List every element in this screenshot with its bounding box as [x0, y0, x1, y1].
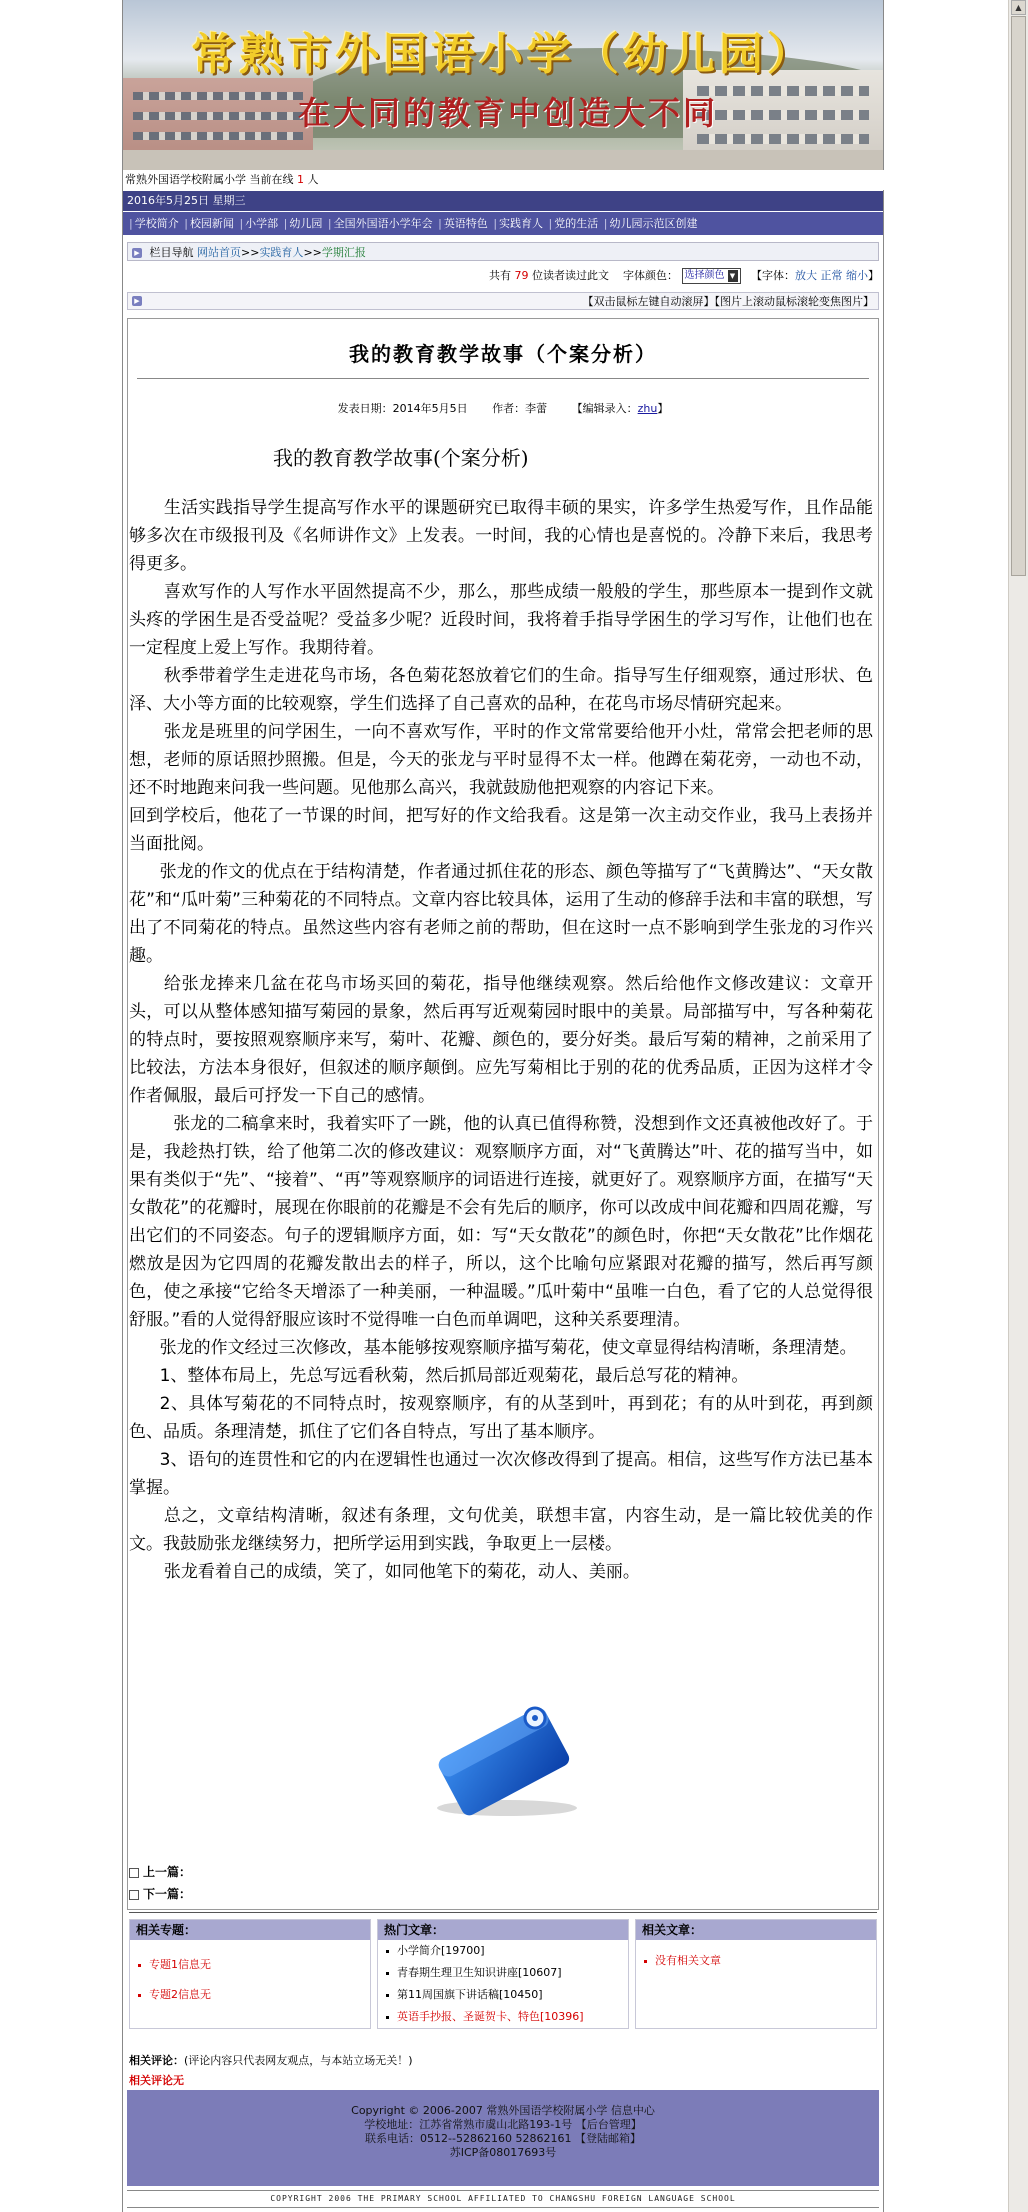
list-item[interactable]: [378, 1962, 628, 1984]
comments-heading: [129, 2052, 413, 2068]
prev-label: 上一篇：: [143, 1865, 192, 1879]
font-large-link[interactable]: 放大: [795, 269, 817, 282]
decorative-card-image: [421, 1700, 585, 1820]
paragraph: 2、具体写菊花的不同特点时，按观察顺序，有的从茎到叶，再到花；有的从叶到花，再到颜色、品质。条理清楚，抓住了它们各自特点，写出了基本顺序。: [129, 1394, 873, 1442]
list-item[interactable]: [378, 1940, 628, 1962]
bullet-square-icon: [129, 1890, 139, 1900]
date-bar: [123, 191, 883, 211]
nav-item-news[interactable]: 校园新闻: [189, 217, 234, 230]
related-topics-panel: [129, 1919, 371, 2029]
nav-item-primary[interactable]: 小学部: [245, 217, 279, 230]
nav-item-demo-zone[interactable]: 幼儿园示范区创建: [609, 217, 698, 230]
nav-item-about[interactable]: 学校简介: [134, 217, 179, 230]
article-date: 发表日期：2014年5月5日: [337, 402, 468, 415]
editor-close: 】: [657, 402, 669, 415]
font-color-select[interactable]: [682, 268, 741, 284]
paragraph: 张龙的作文经过三次修改，基本能够按观察顺序描写菊花，使文章显得结构清晰，条理清楚。: [159, 1338, 857, 1358]
footer: [127, 2090, 879, 2186]
breadcrumb-sep: >>: [241, 246, 260, 259]
vertical-scrollbar[interactable]: [1008, 0, 1028, 2212]
paragraph: 1、整体布局上，先总写远看秋菊，然后抓局部近观菊花，最后总写花的精神。: [159, 1366, 749, 1386]
section-divider: [129, 1912, 877, 1913]
article-author: 作者：李蕾: [492, 402, 548, 415]
editor-link[interactable]: zhu: [637, 402, 658, 415]
article-body: [129, 494, 873, 1586]
school-slogan: 在大同的教育中创造大不同: [298, 94, 719, 132]
paragraph: 喜欢写作的人写作水平固然提高不少，那么，那些成绩一般般的学生，那些原本一提到作文就头疼的学困生是否受益呢？受益多少呢？近段时间，我将着手指导学困生的学习写作，让他们也在一定程度上爱上写作。我期待着。: [129, 582, 873, 658]
article-title: 我的教育教学故事（个案分析）: [349, 342, 657, 366]
comments-note: (评论内容只代表网友观点，与本站立场无关！): [184, 2054, 413, 2067]
list-item-label: 小学简介[19700]: [397, 1944, 485, 1957]
online-bar: [123, 170, 885, 190]
bullet-icon: [386, 1994, 389, 1997]
font-color-label: 字体颜色：: [623, 269, 678, 282]
panel-header: 相关文章：: [636, 1920, 876, 1940]
page-container: [122, 0, 884, 2212]
font-small-link[interactable]: 缩小: [846, 269, 868, 282]
school-name: 常熟市外国语小学（幼儿园）: [191, 29, 815, 80]
related-articles-panel: [635, 1919, 877, 2029]
paragraph: 张龙看着自己的成绩，笑了，如同他笔下的菊花，动人、美丽。: [163, 1562, 640, 1582]
reads-suffix: 位读者读过此文: [532, 269, 609, 282]
list-item-label: 青春期生理卫生知识讲座[10607]: [397, 1966, 562, 1979]
next-article[interactable]: [129, 1886, 429, 1902]
article-toolbar: [123, 266, 879, 286]
prev-article[interactable]: [129, 1864, 429, 1880]
article-heading: 我的教育教学故事(个案分析): [273, 446, 529, 470]
list-item: [636, 1950, 876, 1972]
list-item-label: 第11周国旗下讲话稿[10450]: [397, 1988, 543, 2001]
font-color-select-value: 选择颜色: [684, 270, 725, 281]
chevron-down-icon: ▼: [728, 270, 738, 282]
footer-address: 学校地址：江苏省常熟市虞山北路193-1号 【后台管理】: [364, 2118, 642, 2131]
paragraph: 张龙的作文的优点在于结构清楚，作者通过抓住花的形态、颜色等描写了“飞黄腾达”、“天女散花”和“瓜叶菊”三种菊花的不同特点。文章内容比较具体，运用了生动的修辞手法和丰富的联想，写出了不同菊花的特点。虽然这些内容有老师之前的帮助，但在这时一点不影响到学生张龙的习作兴趣。: [129, 862, 873, 966]
breadcrumb-home[interactable]: 网站首页: [197, 246, 241, 259]
paragraph: 3、语句的连贯性和它的内在逻辑性也通过一次次修改得到了提高。相信，这些写作方法已基本掌握。: [129, 1450, 873, 1498]
online-suffix: 人: [307, 173, 319, 186]
article-meta: [127, 400, 879, 416]
reads-prefix: 共有: [489, 269, 511, 282]
breadcrumb-label: 栏目导航: [149, 246, 194, 259]
paragraph: 张龙的二稿拿来时，我着实吓了一跳，他的认真已值得称赞，没想到作文还真被他改好了。于是，我趁热打铁，给了他第二次的修改建议：观察顺序方面，对“飞黄腾达”叶、花的描写当中，如果有类似于“先”、“接着”、“再”等观察顺序的词语进行连接，就更好了。观察顺序方面，在描写“天女散花”的花瓣时，展现在你眼前的花瓣是不会有先后的顺序，你可以改成中间花瓣和四周花瓣，写出它们的不同姿态。句子的逻辑顺序方面，如：写“天女散花”的颜色时，你把“天女散花”比作烟花燃放是因为它四周的花瓣发散出去的样子，所以，这个比喻句应紧跟对花瓣的描写，然后再写颜色，使之承接“它给冬天增添了一种美丽，一种温暖。”瓜叶菊中“虽唯一白色，看了它的人总觉得很舒服。”看的人觉得舒服应该时不觉得唯一白色而单调吧，这种关系要理清。: [129, 1114, 873, 1330]
arrow-right-icon: ▶: [132, 248, 142, 258]
nav-item-party[interactable]: 党的生活: [554, 217, 599, 230]
breadcrumb-section[interactable]: 实践育人: [259, 246, 304, 259]
list-item-label: 英语手抄报、圣诞贺卡、特色[10396]: [397, 2010, 584, 2023]
paragraph: 总之，文章结构清晰，叙述有条理，文句优美，联想丰富，内容生动，是一篇比较优美的作文。我鼓励张龙继续努力，把所学运用到实践，争取更上一层楼。: [129, 1506, 873, 1554]
bullet-icon: [386, 2016, 389, 2019]
scroll-tips: 【双击鼠标左键自动滚屏】【图片上滚动鼠标滚轮变焦图片】: [582, 295, 874, 308]
comments-empty: 相关评论无: [129, 2074, 184, 2087]
paragraph: 秋季带着学生走进花鸟市场，各色菊花怒放着它们的生命。指导写生仔细观察，通过形状、色泽、大小等方面的比较观察，学生们选择了自己喜欢的品种，在花鸟市场尽情研究起来。: [129, 666, 873, 714]
paragraph: 回到学校后，他花了一节课的时间，把写好的作文给我看。这是第一次主动交作业，我马上表扬并当面批阅。: [129, 806, 873, 854]
breadcrumb: [127, 242, 879, 261]
paragraph: 给张龙捧来几盆在花鸟市场买回的菊花，指导他继续观察。然后给他作文修改建议：文章开头，可以从整体感知描写菊园的景象，然后再写近观菊园时眼中的美景。局部描写中，写各种菊花的特点时，要按照观察顺序来写，菊叶、花瓣、颜色的，要分好类。最后写菊的精神，之前采用了比较法，方法本身很好，但叙述的顺序颠倒。应先写菊相比于别的花的优秀品质，正因为这样才令作者佩服，最后可抒发一下自己的感情。: [129, 974, 873, 1106]
scroll-up-icon[interactable]: ▲: [1011, 0, 1026, 15]
footer-copyright: Copyright © 2006-2007 常熟外国语学校附属小学 信息中心: [351, 2104, 655, 2117]
main-nav: | 学校简介 | 校园新闻 | 小学部 | 幼儿园 | 全国外国语小学年会 | 英语特色 | 实践育人 | 党的生活 | 幼儿园示范区创建: [123, 211, 883, 235]
font-size-close: 】: [868, 269, 879, 282]
panel-header: 相关专题：: [130, 1920, 370, 1940]
panel-header: 热门文章：: [378, 1920, 628, 1940]
scroll-tips-bar: [127, 292, 879, 310]
title-divider: [137, 378, 869, 379]
editor-open: 【编辑录入：: [571, 402, 638, 415]
footer-phone: 联系电话：0512--52862160 52862161 【登陆邮箱】: [365, 2132, 641, 2145]
banner-ground: [123, 150, 883, 170]
comments-label: 相关评论：: [129, 2054, 184, 2067]
footer-icp: 苏ICP备08017693号: [449, 2146, 557, 2159]
font-size-open: 【字体：: [751, 269, 795, 282]
online-prefix: 常熟外国语学校附属小学 当前在线: [125, 173, 294, 186]
bullet-square-icon: [129, 1868, 139, 1878]
list-item-label: 专题2信息无: [149, 1988, 211, 2001]
list-item-label: 专题1信息无: [149, 1958, 211, 1971]
footer-copyright-en: COPYRIGHT 2006 THE PRIMARY SCHOOL AFFILIATED TO CHANGSHU FOREIGN LANGUAGE SCHOOL: [127, 2190, 879, 2208]
nav-item-practice[interactable]: 实践育人: [499, 217, 544, 230]
online-count: 1: [297, 173, 304, 186]
nav-item-annual-meeting[interactable]: 全国外国语小学年会: [333, 217, 433, 230]
breadcrumb-current[interactable]: 学期汇报: [321, 246, 366, 259]
paragraph: 生活实践指导学生提高写作水平的课题研究已取得丰硕的果实，许多学生热爱写作，且作品能够多次在市级报刊及《名师讲作文》上发表。一时间，我的心情也是喜悦的。冷静下来后，我思考得更多。: [129, 498, 873, 574]
list-item[interactable]: [130, 1950, 370, 1980]
next-label: 下一篇：: [143, 1887, 192, 1901]
arrow-right-icon: ▶: [132, 296, 142, 306]
bullet-icon: [138, 1964, 141, 1967]
paragraph: 张龙是班里的问学困生，一向不喜欢写作，平时的作文常常要给他开小灶，常常会把老师的思想，老师的原话照抄照搬。但是，今天的张龙与平时显得不太一样。他蹲在菊花旁，一动也不动，还不时地跑来问我一些问题。见他那么高兴，我就鼓励他把观察的内容记下来。: [129, 722, 873, 798]
list-item[interactable]: [130, 1980, 370, 2010]
bullet-icon: [386, 1972, 389, 1975]
list-item[interactable]: [378, 2006, 628, 2028]
list-item[interactable]: [378, 1984, 628, 2006]
current-date: 2016年5月25日 星期三: [127, 194, 246, 207]
bullet-icon: [644, 1960, 647, 1963]
bullet-icon: [386, 1950, 389, 1953]
nav-item-kindergarten[interactable]: 幼儿园: [289, 217, 323, 230]
bullet-icon: [138, 1994, 141, 1997]
list-item-label: 没有相关文章: [655, 1954, 721, 1967]
font-normal-link[interactable]: 正常: [820, 269, 843, 282]
reads-count: 79: [514, 269, 529, 282]
header-banner: [123, 0, 883, 170]
breadcrumb-sep: >>: [303, 246, 322, 259]
nav-item-english[interactable]: 英语特色: [443, 217, 488, 230]
hot-articles-panel: [377, 1919, 629, 2029]
scrollbar-thumb[interactable]: [1011, 16, 1026, 576]
